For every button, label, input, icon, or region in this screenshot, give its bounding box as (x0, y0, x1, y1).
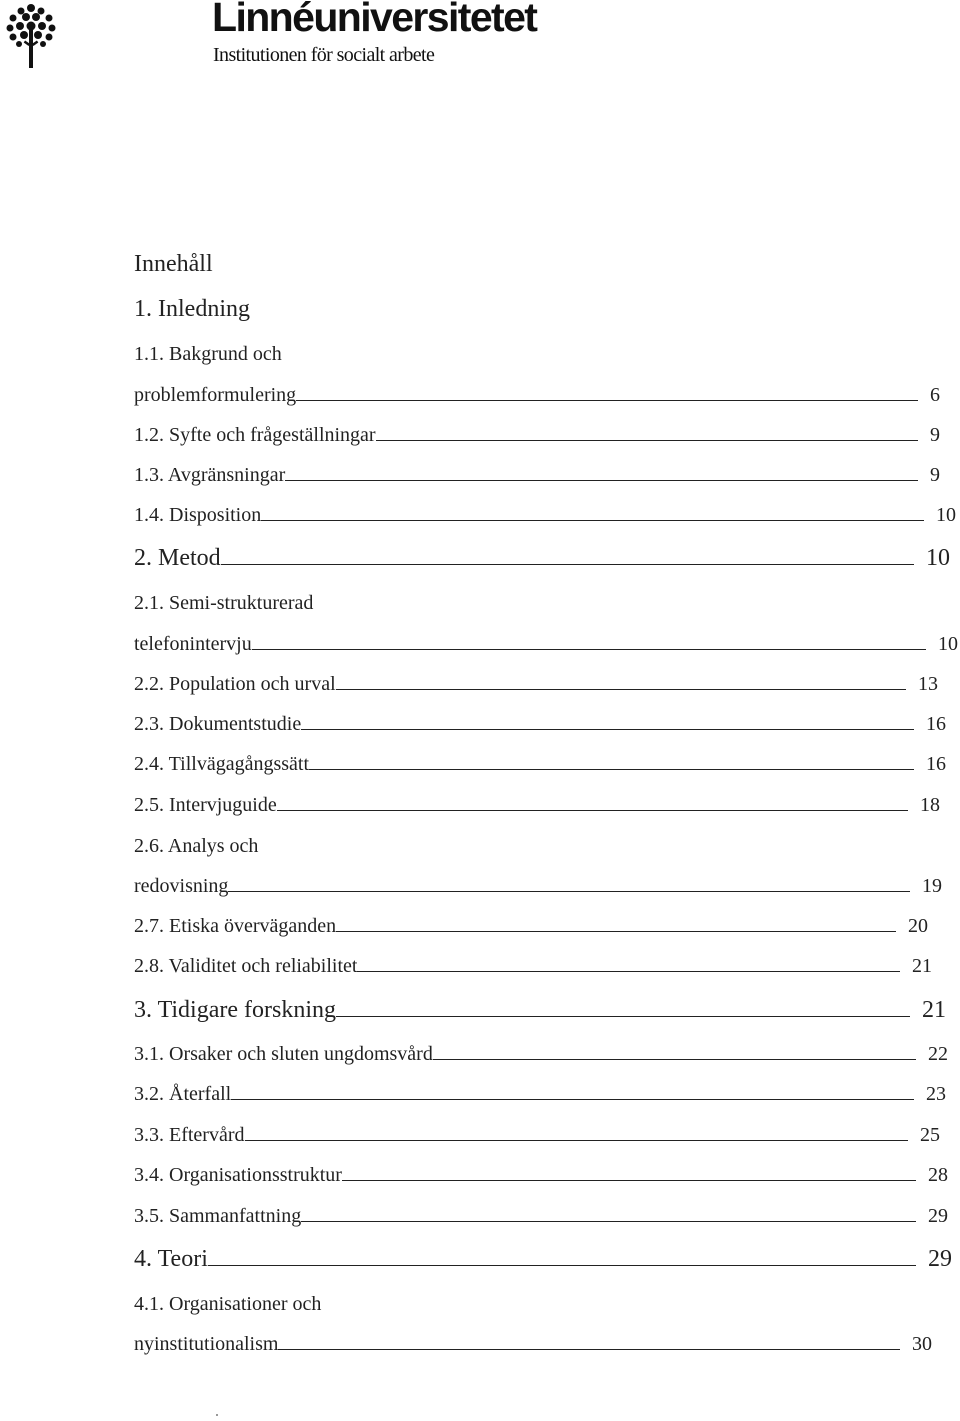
toc-entry (134, 422, 940, 448)
toc-entry (134, 1244, 952, 1274)
toc-page-number: 18 (920, 794, 940, 816)
toc-title: Innehåll (134, 251, 213, 277)
toc-leader-line (208, 1265, 916, 1266)
toc-entry (134, 631, 958, 657)
toc-entry-label: telefonintervju (134, 633, 252, 655)
toc-entry-label: 2.8. Validitet och reliabilitet (134, 955, 358, 977)
toc-entry (134, 382, 940, 408)
toc-entry-label: 3.2. Återfall (134, 1083, 232, 1105)
header (0, 0, 960, 80)
toc-entry (134, 1081, 946, 1107)
toc-entry-label: 2.5. Intervjuguide (134, 794, 277, 816)
toc-leader-line (301, 729, 914, 730)
toc-entry-4-1-line1: 4.1. Organisationer och (134, 1293, 322, 1315)
toc-leader-line (285, 480, 918, 481)
brand-name: Linnéuniversitetet (212, 0, 537, 40)
toc-entry-label: 3.5. Sammanfattning (134, 1205, 302, 1227)
toc-entry-1: 1. Inledning (134, 296, 250, 322)
toc-page-number: 9 (930, 464, 940, 486)
toc-leader-line (221, 564, 914, 565)
toc-page-number: 29 (928, 1205, 948, 1227)
toc-leader-line (296, 400, 918, 401)
toc-leader-line (336, 931, 896, 932)
toc-page-number: 21 (912, 955, 932, 977)
toc-leader-line (252, 649, 926, 650)
tree-logo-icon (4, 2, 58, 68)
toc-page-number: 20 (908, 915, 928, 937)
toc-page-number: 21 (922, 997, 946, 1023)
toc-entry (134, 1203, 948, 1229)
toc-page-number: 6 (930, 384, 940, 406)
toc-page-number: 25 (920, 1124, 940, 1146)
toc-leader-line (336, 689, 906, 690)
toc-entry (134, 751, 946, 777)
toc-entry-label: redovisning (134, 875, 229, 897)
toc-page-number: 16 (926, 713, 946, 735)
toc-entry-2-1-line1: 2.1. Semi-strukturerad (134, 592, 314, 614)
toc-page-number: 28 (928, 1164, 948, 1186)
toc-entry (134, 711, 946, 737)
toc-leader-line (301, 1221, 916, 1222)
toc-leader-line (278, 1349, 900, 1350)
toc-leader-line (277, 810, 908, 811)
toc-leader-line (245, 1140, 908, 1141)
toc-page-number: 10 (938, 633, 958, 655)
toc-entry (134, 543, 950, 573)
toc-page-number: 19 (922, 875, 942, 897)
toc-leader-line (342, 1180, 916, 1181)
toc-entry-label: 3. Tidigare forskning (134, 997, 337, 1023)
toc-leader-line (357, 971, 900, 972)
toc-entry-label: 1.4. Disposition (134, 504, 262, 526)
toc-entry-label: 1.3. Avgränsningar (134, 464, 286, 486)
institution-name: Institutionen för socialt arbete (213, 44, 435, 66)
toc-entry (134, 502, 956, 528)
toc-entry (134, 873, 942, 899)
toc-entry-label: 2.7. Etiska överväganden (134, 915, 337, 937)
toc-entry-label: 2. Metod (134, 545, 221, 571)
toc-entry-label: 2.4. Tillvägagångssätt (134, 753, 310, 775)
toc-page-number: 29 (928, 1246, 952, 1272)
toc-entry-label: 4. Teori (134, 1246, 208, 1272)
toc-entry-label: 3.3. Eftervård (134, 1124, 245, 1146)
toc-page-number: 9 (930, 424, 940, 446)
toc-entry-1-1-line1: 1.1. Bakgrund och (134, 343, 282, 365)
toc-entry-label: 2.3. Dokumentstudie (134, 713, 302, 735)
toc-entry (134, 462, 940, 488)
toc-entry-label: 1.2. Syfte och frågeställningar (134, 424, 376, 446)
toc-entry-label: 3.4. Organisationsstruktur (134, 1164, 342, 1186)
toc-entry (134, 1122, 940, 1148)
toc-page-number: 10 (926, 545, 950, 571)
toc-leader-line (433, 1059, 916, 1060)
toc-leader-line (261, 520, 924, 521)
toc-page-number: 16 (926, 753, 946, 775)
toc-entry-label: 3.1. Orsaker och sluten ungdomsvård (134, 1043, 433, 1065)
toc-entry (134, 792, 940, 818)
toc-entry-2-6-line1: 2.6. Analys och (134, 835, 259, 857)
toc-page-number: 30 (912, 1333, 932, 1355)
toc-leader-line (228, 891, 910, 892)
toc-leader-line (231, 1099, 914, 1100)
toc-leader-line (309, 769, 914, 770)
toc-page-number: 23 (926, 1083, 946, 1105)
toc-page-number: 22 (928, 1043, 948, 1065)
toc-page-number: 10 (936, 504, 956, 526)
toc-entry (134, 1162, 948, 1188)
toc-entry-label: problemformulering (134, 384, 297, 406)
toc-leader-line (336, 1016, 910, 1017)
toc-entry (134, 671, 938, 697)
toc-entry-label: nyinstitutionalism (134, 1333, 279, 1355)
toc-page-number: 13 (918, 673, 938, 695)
page-speck (216, 1414, 218, 1416)
toc-entry (134, 953, 932, 979)
toc-leader-line (376, 440, 918, 441)
toc-entry (134, 1331, 932, 1357)
toc-entry (134, 1041, 948, 1067)
toc-entry (134, 913, 928, 939)
toc-entry (134, 995, 946, 1025)
toc-entry-label: 2.2. Population och urval (134, 673, 336, 695)
